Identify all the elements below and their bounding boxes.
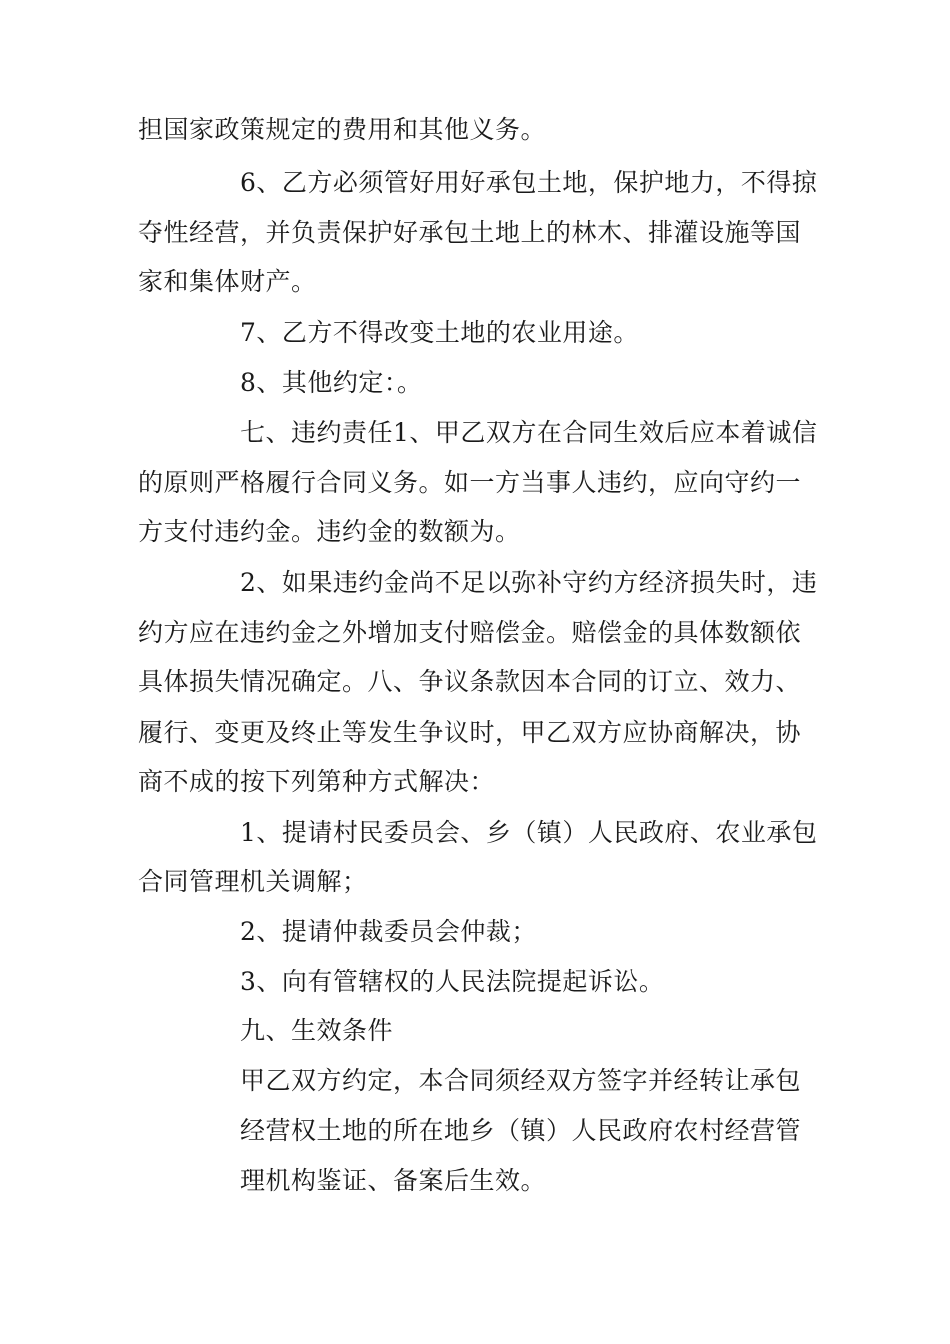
- text-line: 具体损失情况确定。八、争议条款因本合同的订立、效力、: [138, 667, 802, 696]
- text-line: 8、其他约定：。: [240, 368, 423, 397]
- text-line: 的原则严格履行合同义务。如一方当事人违约，应向守约一: [138, 468, 802, 497]
- section-heading: 九、生效条件: [240, 1016, 394, 1045]
- text-line: 商不成的按下列第种方式解决：: [138, 767, 496, 796]
- text-line: 7、乙方不得改变土地的农业用途。: [240, 318, 639, 347]
- text-line: 6、乙方必须管好用好承包土地，保护地力，不得掠: [240, 168, 818, 197]
- text-line: 夺性经营，并负责保护好承包土地上的林木、排灌设施等国: [138, 218, 802, 247]
- text-line: 家和集体财产。: [138, 267, 317, 296]
- text-line: 约方应在违约金之外增加支付赔偿金。赔偿金的具体数额依: [138, 618, 802, 647]
- text-line: 经营权土地的所在地乡（镇）人民政府农村经营管: [240, 1116, 802, 1145]
- text-line: 履行、变更及终止等发生争议时，甲乙双方应协商解决，协: [138, 718, 802, 747]
- text-line: 合同管理机关调解；: [138, 867, 368, 896]
- text-line: 3、向有管辖权的人民法院提起诉讼。: [240, 967, 665, 996]
- text-line: 理机构鉴证、备案后生效。: [240, 1166, 547, 1195]
- text-line: 担国家政策规定的费用和其他义务。: [138, 115, 547, 144]
- text-line: 方支付违约金。违约金的数额为。: [138, 517, 521, 546]
- text-line: 1、提请村民委员会、乡（镇）人民政府、农业承包: [240, 818, 818, 847]
- text-line: 甲乙双方约定，本合同须经双方签字并经转让承包: [240, 1066, 802, 1095]
- text-line: 七、违约责任1、甲乙双方在合同生效后应本着诚信: [240, 418, 818, 447]
- text-line: 2、提请仲裁委员会仲裁；: [240, 917, 537, 946]
- text-line: 2、如果违约金尚不足以弥补守约方经济损失时，违: [240, 568, 818, 597]
